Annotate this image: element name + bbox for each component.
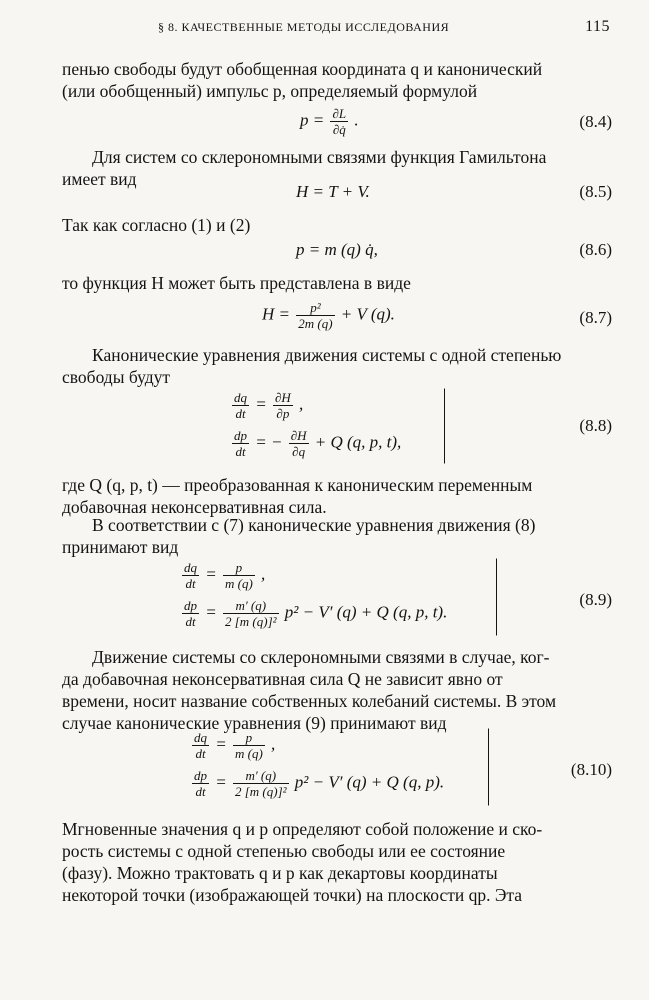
- numerator: ∂H: [290, 428, 307, 443]
- text-line: Движение системы со склерономными связями в случае, ког-: [92, 647, 550, 667]
- eq-tail: + Q (q, p, t),: [314, 432, 402, 452]
- denominator: dt: [235, 444, 246, 459]
- denominator: m (q): [234, 746, 263, 761]
- text-line: свободы будут: [62, 367, 171, 387]
- text-line: некоторой точки (изображающей точки) на плоскости qp. Эта: [62, 885, 523, 905]
- eq-tail: p² − V′ (q) + Q (q, p).: [294, 772, 445, 792]
- numerator: dq: [234, 390, 247, 405]
- equation-8-6: p = m (q) q̇,: [296, 240, 378, 259]
- eq-tail: ,: [271, 734, 276, 754]
- equation-8-9-line-1: [180, 560, 265, 591]
- numerator: dp: [234, 428, 247, 443]
- text-line: Для систем со склерономными связями функция Гамильтона: [92, 147, 547, 167]
- text-line: времени, носит название собственных колебаний системы. В этом: [62, 691, 557, 711]
- equation-number: (8.8): [579, 416, 612, 435]
- section-title: § 8. КАЧЕСТВЕННЫЕ МЕТОДЫ ИССЛЕДОВАНИЯ: [158, 20, 450, 34]
- paragraph-3: [62, 214, 612, 236]
- equation-8-8-line-2: [230, 428, 401, 459]
- denominator: 2m (q): [298, 316, 333, 331]
- paragraph-6: [62, 474, 612, 518]
- paragraph-5: [62, 344, 612, 388]
- denominator: 2 [m (q)]²: [234, 784, 287, 799]
- eq-sign: =: [205, 564, 217, 584]
- eq-sign: =: [205, 602, 217, 622]
- eq-lhs: p =: [300, 110, 325, 130]
- denominator: dt: [235, 406, 246, 421]
- fraction: [192, 768, 209, 799]
- text-line: добавочная неконсервативная сила.: [62, 497, 327, 517]
- eq-sign: =: [215, 734, 227, 754]
- eq-tail: .: [354, 110, 359, 130]
- denominator: dt: [185, 614, 196, 629]
- numerator: p: [233, 730, 265, 746]
- fraction: [289, 428, 309, 459]
- fraction: [330, 106, 348, 137]
- fraction: [223, 560, 255, 591]
- equation-8-9-line-2: [180, 598, 447, 629]
- right-brace: [488, 558, 497, 636]
- paragraph-4: [62, 272, 612, 294]
- equation-8-7: [262, 300, 395, 331]
- fraction: [233, 768, 289, 799]
- numerator: p: [223, 560, 255, 576]
- page-number: 115: [585, 18, 610, 35]
- fraction: [296, 300, 334, 331]
- fraction: [232, 390, 249, 421]
- fraction: [182, 560, 199, 591]
- eq-sign: =: [215, 772, 227, 792]
- fraction: [223, 598, 279, 629]
- numerator: ∂L: [332, 106, 347, 121]
- fraction: [273, 390, 293, 421]
- eq-tail: ,: [299, 394, 304, 414]
- fraction: [192, 730, 209, 761]
- eq-rest: + V (q).: [340, 304, 395, 324]
- equation-number: (8.7): [579, 308, 612, 327]
- eq-sign: =: [255, 394, 267, 414]
- numerator: dp: [194, 768, 207, 783]
- numerator: dq: [194, 730, 207, 745]
- right-brace: [436, 388, 445, 464]
- text-line: рость системы с одной степенью свободы или ее состояние: [62, 841, 506, 861]
- numerator: dq: [184, 560, 197, 575]
- denominator: dt: [195, 746, 206, 761]
- equation-number: (8.9): [579, 590, 612, 609]
- numerator: dp: [184, 598, 197, 613]
- fraction: [233, 730, 265, 761]
- eq-tail: p² − V′ (q) + Q (q, p, t).: [284, 602, 448, 622]
- text-line: принимают вид: [62, 537, 179, 557]
- fraction: [232, 428, 249, 459]
- equation-number: (8.10): [570, 760, 612, 779]
- denominator: dt: [185, 576, 196, 591]
- paragraph-8: [62, 646, 612, 734]
- eq-tail: ,: [261, 564, 266, 584]
- text-line: где Q (q, p, t) — преобразованная к каноническим переменным: [62, 475, 533, 495]
- equation-number: (8.5): [579, 182, 612, 201]
- text-line: имеет вид: [62, 169, 137, 189]
- numerator: ∂H: [274, 390, 291, 405]
- equation-8-4: [300, 106, 359, 137]
- numerator: m′ (q): [233, 768, 289, 784]
- text-line: (или обобщенный) импульс p, определяемый формулой: [62, 81, 478, 101]
- eq-lhs: H =: [262, 304, 290, 324]
- text-line: Так как согласно (1) и (2): [62, 215, 251, 235]
- equation-8-5: H = T + V.: [296, 182, 370, 201]
- text-line: да добавочная неконсервативная сила Q не зависит явно от: [62, 669, 503, 689]
- text-line: Мгновенные значения q и p определяют собой положение и ско-: [62, 819, 543, 839]
- text-line: (фазу). Можно трактовать q и p как декартовы координаты: [62, 863, 498, 883]
- text-line: В соответствии с (7) канонические уравнения движения (8): [92, 515, 536, 535]
- equation-8-10-line-2: [190, 768, 444, 799]
- text-line: Канонические уравнения движения системы с одной степенью: [92, 345, 562, 365]
- fraction: [182, 598, 199, 629]
- eq-sign: = −: [255, 432, 283, 452]
- paragraph-1: [62, 58, 612, 102]
- numerator: p²: [296, 300, 334, 316]
- paragraph-7: [62, 514, 612, 558]
- denominator: ∂q̇: [332, 122, 346, 137]
- text-line: случае канонические уравнения (9) принимают вид: [62, 713, 447, 733]
- equation-8-10-line-1: [190, 730, 275, 761]
- denominator: m (q): [224, 576, 253, 591]
- text-line: то функция H может быть представлена в виде: [62, 273, 411, 293]
- equation-number: (8.6): [579, 240, 612, 259]
- denominator: 2 [m (q)]²: [224, 614, 277, 629]
- equation-8-8-line-1: [230, 390, 303, 421]
- paragraph-9: [62, 818, 612, 906]
- denominator: ∂q: [292, 444, 306, 459]
- right-brace: [480, 728, 489, 806]
- denominator: ∂p: [276, 406, 290, 421]
- numerator: m′ (q): [223, 598, 279, 614]
- denominator: dt: [195, 784, 206, 799]
- text-line: пенью свободы будут обобщенная координата q и канонический: [62, 59, 543, 79]
- equation-number: (8.4): [579, 112, 612, 131]
